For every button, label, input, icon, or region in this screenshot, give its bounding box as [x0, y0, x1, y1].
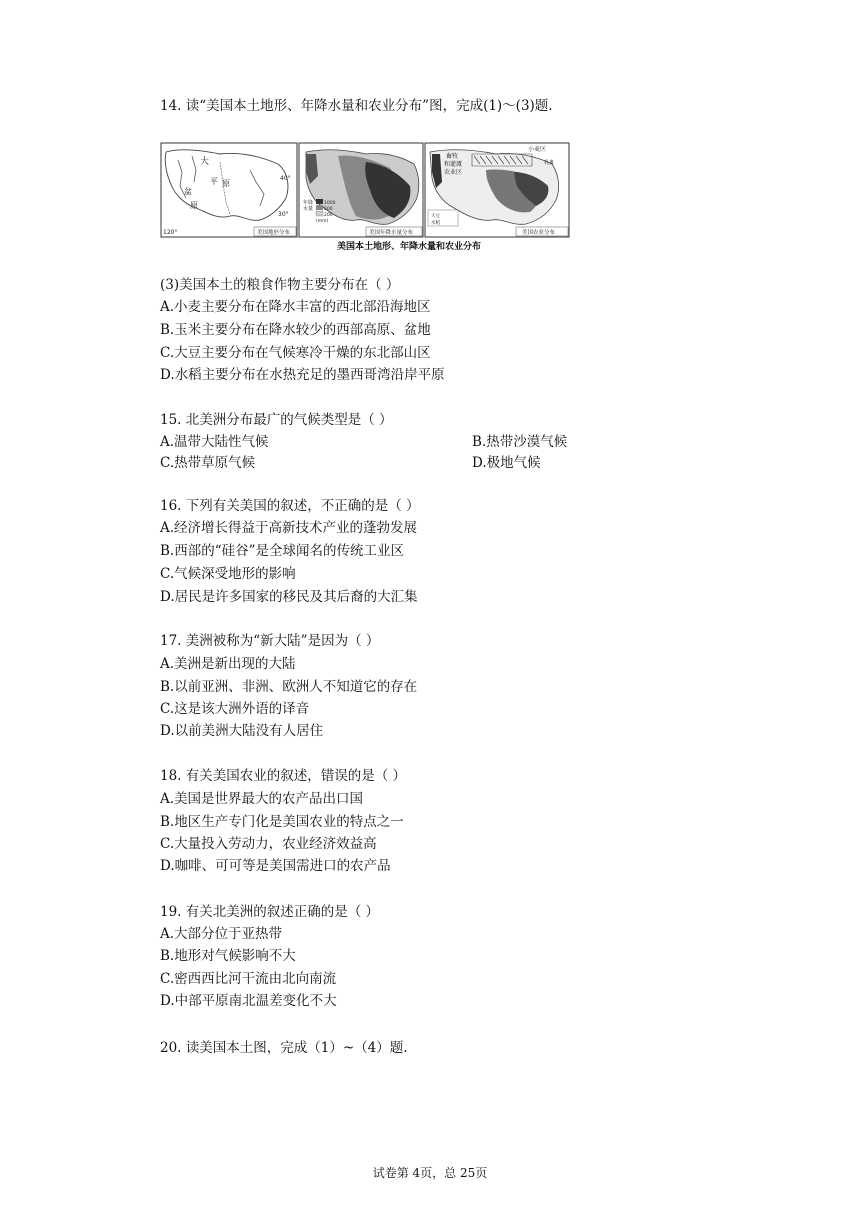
- map3-legend-soybean: 大豆: [431, 214, 440, 219]
- map3-label-dairy: 乳畜: [544, 160, 555, 166]
- q18-option-a: A.美国是世界最大的农产品出口国: [160, 791, 364, 807]
- map3-label-2: 和灌溉: [444, 161, 463, 168]
- precipitation-map: [299, 143, 423, 237]
- q17-option-a: A.美洲是新出现的大陆: [160, 656, 296, 672]
- q14-sub3-option-d: D.水稻主要分布在水热充足的墨西哥湾沿岸平原: [160, 367, 445, 383]
- precip-legend-unit: (mm): [316, 219, 329, 224]
- q17-option-b: B.以前亚洲、非洲、欧洲人不知道它的存在: [160, 679, 418, 695]
- q19-option-d: D.中部平原南北温差变化不大: [160, 993, 337, 1009]
- q19-option-a: A.大部分位于亚热带: [160, 926, 283, 942]
- q16-option-a: A.经济增长得益于高新技术产业的蓬勃发展: [160, 520, 418, 536]
- q18-option-d: D.咖啡、可可等是美国需进口的农产品: [160, 858, 391, 874]
- q19-option-c: C.密西西比河干流由北向南流: [160, 971, 337, 987]
- map1-title: 美国地形分布: [257, 230, 291, 236]
- q14-sub3-option-b: B.玉米主要分布在降水较少的西部高原、盆地: [160, 322, 431, 338]
- q14-sub3-option-a: A.小麦主要分布在降水丰富的西北部沿海地区: [160, 299, 431, 315]
- question-19-stem: 19. 有关北美洲的叙述正确的是（ ）: [160, 904, 380, 920]
- question-14-stem: 14. 读“美国本土地形、年降水量和农业分布”图，完成(1)～(3)题.: [160, 98, 553, 114]
- precip-legend-200: 200: [324, 213, 333, 218]
- map3-label-3: 农业区: [444, 169, 463, 176]
- q16-option-d: D.居民是许多国家的移民及其后裔的大汇集: [160, 589, 418, 605]
- q17-option-d: D.以前美洲大陆没有人居住: [160, 723, 324, 739]
- q15-option-a: A.温带大陆性气候: [160, 434, 269, 450]
- q19-option-b: B.地形对气候影响不大: [160, 948, 296, 964]
- terrain-map: [161, 143, 297, 237]
- precip-legend-1000: 1000: [324, 201, 336, 206]
- q18-option-c: C.大量投入劳动力，农业经济效益高: [160, 836, 377, 852]
- map3-legend-rice: 水稻: [431, 221, 440, 226]
- agriculture-map: [425, 143, 569, 237]
- us-maps-figure: [160, 142, 570, 240]
- map1-label-5: 原: [190, 201, 198, 210]
- question-20-stem: 20. 读美国本土图，完成（1）~（4）题.: [160, 1040, 408, 1056]
- map1-label-4: 盆: [184, 187, 192, 196]
- q15-option-b: B.热带沙漠气候: [472, 434, 568, 450]
- map3-title: 美国农业分布: [522, 230, 556, 236]
- precip-legend-title-2: 水量: [303, 206, 314, 212]
- q15-option-c: C.热带草原气候: [160, 455, 256, 471]
- question-17-stem: 17. 美洲被称为“新大陆”是因为（ ）: [160, 633, 380, 649]
- q14-sub3-stem: (3)美国本土的粮食作物主要分布在（ ）: [160, 277, 400, 293]
- q16-option-c: C.气候深受地形的影响: [160, 566, 296, 582]
- map1-lat-40: 40°: [280, 175, 291, 182]
- question-16-stem: 16. 下列有关美国的叙述，不正确的是（ ）: [160, 498, 420, 514]
- q15-option-d: D.极地气候: [472, 455, 541, 471]
- map2-title: 美国年降水量分布: [369, 230, 414, 236]
- precip-legend-500: 500: [324, 207, 333, 212]
- map1-label-1: 大: [200, 157, 210, 167]
- map1-label-2: 平: [210, 177, 218, 186]
- q16-option-b: B.西部的“硅谷”是全球闻名的传统工业区: [160, 543, 405, 559]
- figure-caption: 美国本土地形、年降水量和农业分布: [337, 242, 482, 252]
- map1-label-3: 原: [222, 179, 230, 188]
- page-footer: 试卷第 4页，总 25页: [372, 1166, 488, 1180]
- question-15-stem: 15. 北美洲分布最广的气候类型是（ ）: [160, 412, 393, 428]
- map1-lat-30: 30°: [278, 211, 289, 218]
- q18-option-b: B.地区生产专门化是美国农业的特点之一: [160, 814, 404, 830]
- question-18-stem: 18. 有关美国农业的叙述，错误的是（ ）: [160, 768, 407, 784]
- map3-label-1: 畜牧: [446, 153, 459, 160]
- q14-sub3-option-c: C.大豆主要分布在气候寒冷干燥的东北部山区: [160, 345, 431, 361]
- map1-lon-120: 120°: [163, 229, 178, 236]
- map3-label-wheat: 小麦区: [528, 146, 547, 153]
- precip-legend-title-1: 年降: [303, 200, 314, 206]
- q17-option-c: C.这是该大洲外语的译音: [160, 701, 310, 717]
